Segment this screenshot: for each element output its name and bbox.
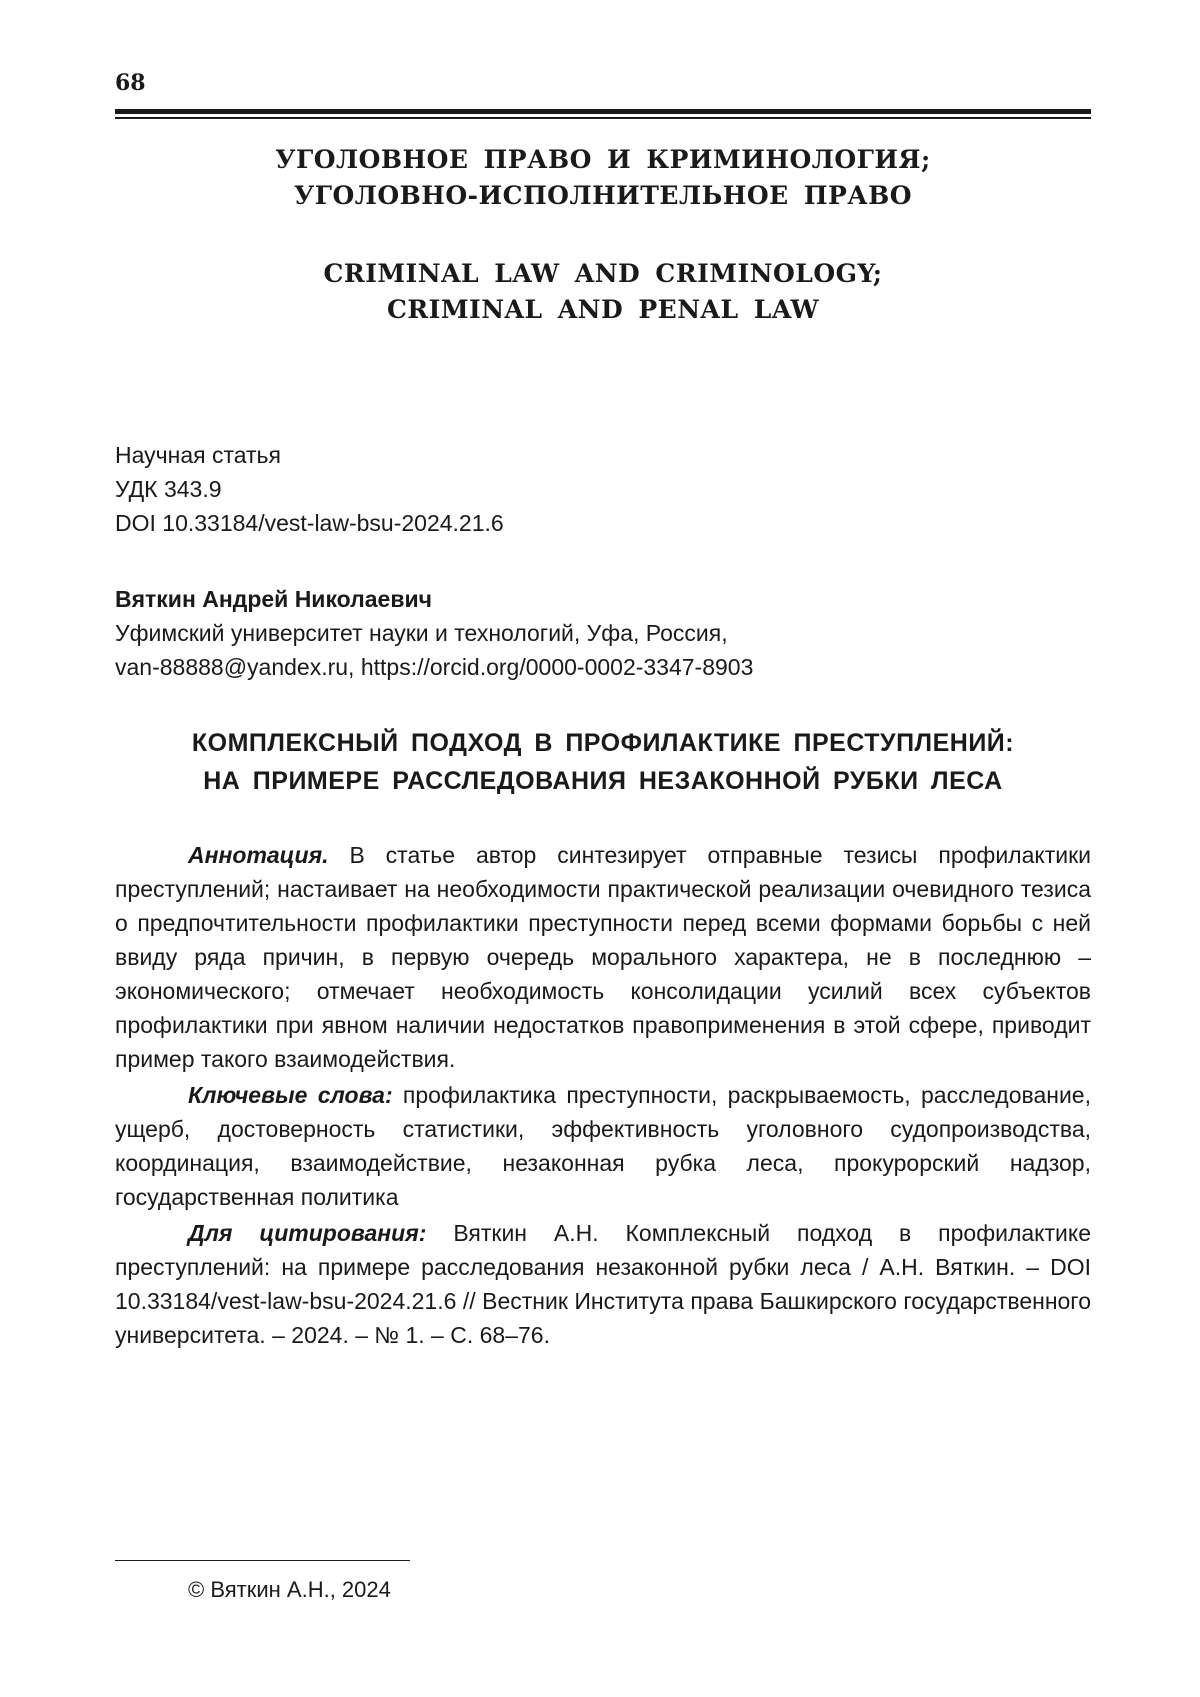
section-title-ru	[115, 142, 1091, 214]
section-title-en	[115, 256, 1091, 328]
abstract-label: Аннотация.	[188, 842, 329, 868]
udc-code: УДК 343.9	[115, 476, 222, 502]
article-title-line-2: НА ПРИМЕРЕ РАССЛЕДОВАНИЯ НЕЗАКОННОЙ РУБКИ ЛЕСА	[203, 767, 1003, 795]
citation-paragraph	[115, 1216, 1091, 1352]
article-type: Научная статья	[115, 442, 281, 468]
section-title-en-line-2: CRIMINAL AND PENAL LAW	[386, 295, 820, 324]
copyright-notice: © Вяткин А.Н., 2024	[188, 1577, 391, 1602]
doi: DOI 10.33184/vest-law-bsu-2024.21.6	[115, 510, 504, 536]
article-meta	[115, 438, 504, 540]
author-affiliation: Уфимский университет науки и технологий, Уфа, Россия,	[115, 620, 728, 646]
author-name: Вяткин Андрей Николаевич	[115, 586, 432, 612]
header-rule-thin	[115, 117, 1091, 119]
article-title-line-1: КОМПЛЕКСНЫЙ ПОДХОД В ПРОФИЛАКТИКЕ ПРЕСТУПЛЕНИЙ:	[191, 729, 1015, 757]
keywords-text: профилактика преступности, раскрываемость, расследование, ущерб, достоверность статистики, эффективность уголовного судопроизводства, координация, взаимодействие, незаконная рубка леса, прокурорский надзор, государственная политика	[115, 1082, 1091, 1210]
section-title-en-line-1: CRIMINAL LAW AND CRIMINOLOGY;	[323, 259, 883, 288]
header-rule-thick	[115, 109, 1091, 114]
abstract-section	[115, 838, 1091, 1354]
citation-label: Для цитирования:	[188, 1220, 427, 1246]
abstract-paragraph	[115, 838, 1091, 1076]
author-block	[115, 582, 753, 684]
keywords-label: Ключевые слова:	[188, 1082, 393, 1108]
abstract-text: В статье автор синтезирует отправные тезисы профилактики преступлений; настаивает на необходимости практической реализации очевидного тезиса о предпочтительности профилактики преступности перед всеми формами борьбы с ней ввиду ряда причин, в первую очередь морального характера, не в последнюю – экономического; отмечает необходимость консолидации усилий всех субъектов профилактики при явном наличии недостатков правоприменения в этой сфере, приводит пример такого взаимодействия.	[115, 842, 1091, 1072]
article-title	[115, 724, 1091, 800]
author-contacts: van-88888@yandex.ru, https://orcid.org/0000-0002-3347-8903	[115, 654, 754, 680]
keywords-paragraph	[115, 1078, 1091, 1214]
citation-text: Вяткин А.Н. Комплексный подход в профилактике преступлений: на примере расследования незаконной рубки леса / А.Н. Вяткин. – DOI 10.33184/vest-law-bsu-2024.21.6 // Вестник Института права Башкирского государственного университета. – 2024. – № 1. – С. 68–76.	[115, 1220, 1091, 1348]
section-title-ru-line-2: УГОЛОВНО-ИСПОЛНИТЕЛЬНОЕ ПРАВО	[293, 181, 913, 210]
section-title-ru-line-1: УГОЛОВНОЕ ПРАВО И КРИМИНОЛОГИЯ;	[275, 145, 931, 174]
footnote-rule	[115, 1560, 410, 1561]
page-number: 68	[115, 70, 146, 96]
